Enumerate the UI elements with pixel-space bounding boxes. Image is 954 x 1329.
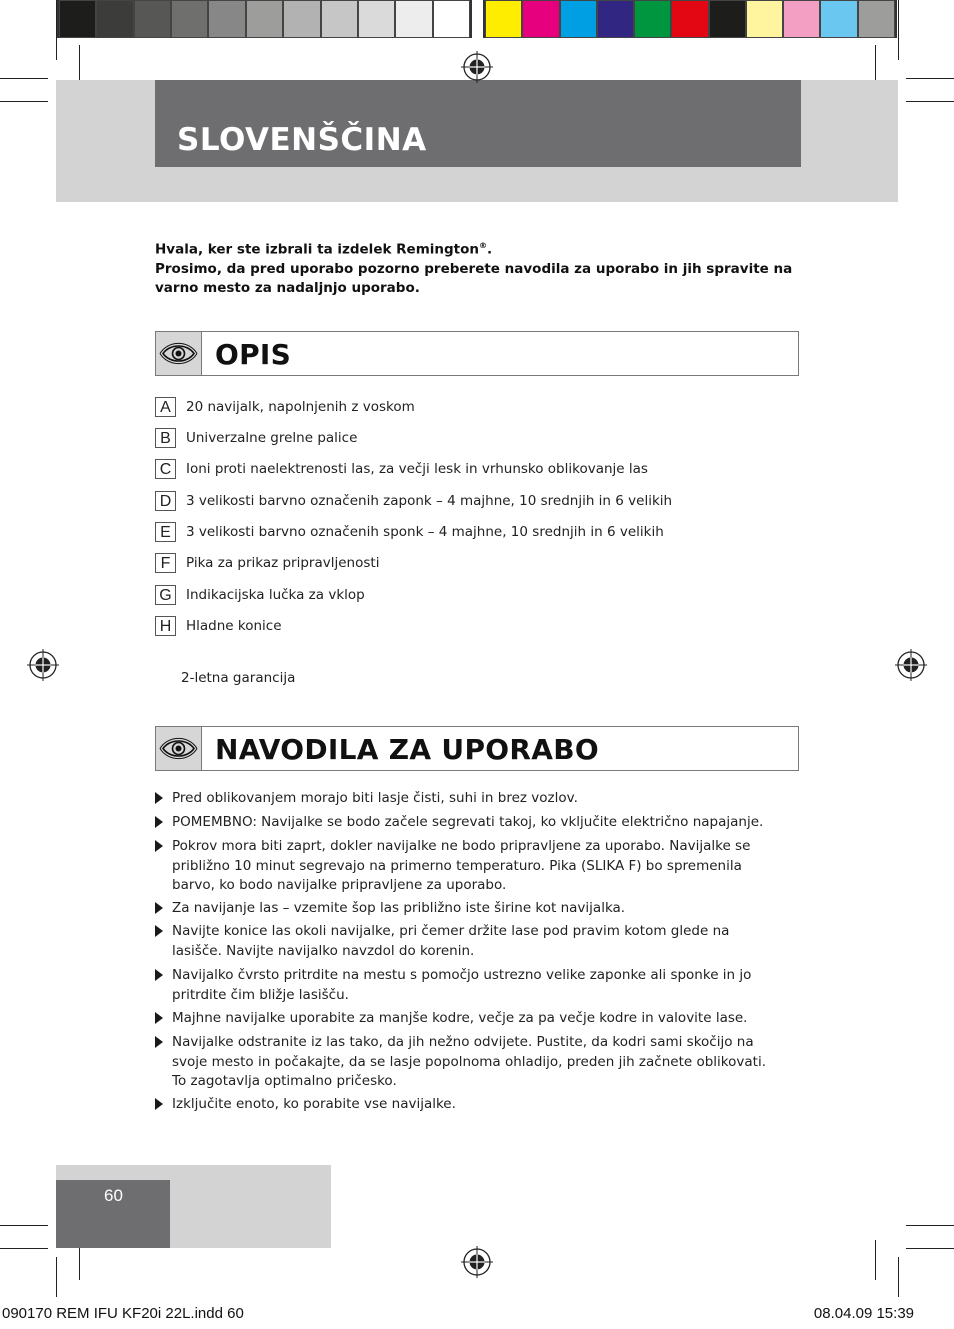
color-swatch (134, 0, 171, 38)
color-swatch (208, 0, 245, 38)
bullet-arrow-icon (155, 969, 163, 981)
warranty-text: 2-letna garancija (181, 670, 296, 686)
step-text: Izključite enoto, ko porabite vse navijalke. (172, 1096, 456, 1112)
color-swatch (59, 0, 96, 38)
step-text: Navijalko čvrsto pritrdite na mestu s pomočjo ustrezno velike zaponke ali sponke in jo pritrdite čim bližje lasišču. (172, 967, 752, 1003)
bullet-arrow-icon (155, 925, 163, 937)
color-swatch (820, 0, 857, 38)
item-text: Ioni proti naelektrenosti las, za večji lesk in vrhunsko oblikovanje las (186, 461, 648, 477)
color-swatch (96, 0, 133, 38)
item-letter: G (155, 585, 176, 605)
bullet-arrow-icon (155, 1012, 163, 1024)
color-swatch (671, 0, 708, 38)
step-text: Za navijanje las – vzemite šop las približno iste širine kot navijalka. (172, 900, 626, 916)
eye-icon (156, 332, 201, 375)
color-swatch (858, 0, 895, 38)
item-text: Pika za prikaz pripravljenosti (186, 555, 380, 571)
section-icon-cell (156, 727, 202, 770)
item-letter: E (155, 522, 176, 542)
slug-timestamp: 08.04.09 15:39 (813, 1305, 914, 1322)
intro-text (155, 236, 795, 298)
registration-mark-icon (460, 50, 494, 84)
eye-icon (156, 727, 201, 770)
color-swatch (597, 0, 634, 38)
color-swatch (433, 0, 470, 38)
bullet-arrow-icon (155, 1036, 163, 1048)
step-text: Majhne navijalke uporabite za manjše kodre, večje za pa večje kodre in valovite lase. (172, 1010, 748, 1026)
item-text: Indikacijska lučka za vklop (186, 587, 365, 603)
step-text: POMEMBNO: Navijalke se bodo začele segrevati takoj, ko vključite električno napajanje. (172, 814, 764, 830)
color-swatch (321, 0, 358, 38)
item-text: 20 navijalk, napolnjenih z voskom (186, 399, 415, 415)
registration-mark-icon (460, 1245, 494, 1279)
color-swatch (395, 0, 432, 38)
section-header-instructions (155, 726, 799, 771)
item-letter: A (155, 397, 176, 417)
page-title: SLOVENŠČINA (177, 122, 427, 158)
color-swatch (283, 0, 320, 38)
color-swatch (783, 0, 820, 38)
color-swatch (485, 0, 522, 38)
color-swatch (709, 0, 746, 38)
color-swatch (171, 0, 208, 38)
color-swatch (358, 0, 395, 38)
intro-instructions: Prosimo, da pred uporabo pozorno preberete navodila za uporabo in jih spravite na varno mesto za nadaljnjo uporabo. (155, 260, 793, 296)
color-swatch (522, 0, 559, 38)
page-number: 60 (104, 1186, 123, 1205)
color-swatch (634, 0, 671, 38)
bullet-arrow-icon (155, 902, 163, 914)
item-text: Univerzalne grelne palice (186, 430, 358, 446)
item-letter: C (155, 459, 176, 479)
item-text: Hladne konice (186, 618, 282, 634)
step-text: Pokrov mora biti zaprt, dokler navijalke ne bodo pripravljene za uporabo. Navijalke se približno 10 minut segrevajo na primerno temperaturo. Pika (SLIKA F) bo spremenila barvo, ko bodo navijalke pripravljene za uporabo. (172, 838, 751, 893)
color-swatch (246, 0, 283, 38)
item-letter: B (155, 428, 176, 448)
registration-mark-icon (894, 648, 928, 682)
item-text: 3 velikosti barvno označenih zaponk – 4 majhne, 10 srednjih in 6 velikih (186, 493, 673, 509)
bullet-arrow-icon (155, 1098, 163, 1110)
step-text: Navijalke odstranite iz las tako, da jih nežno odvijete. Pustite, da kodri sami skočijo na svoje mesto in počakajte, da se lasje popolnoma ohladijo, preden jih začnete oblikovati. To zagotavlja optimalno pričesko. (172, 1034, 766, 1089)
section-title-instructions: NAVODILA ZA UPORABO (215, 733, 599, 766)
section-header-description (155, 331, 799, 376)
registration-mark-icon (26, 648, 60, 682)
section-icon-cell (156, 332, 202, 375)
item-letter: D (155, 491, 176, 511)
item-letter: H (155, 616, 176, 636)
color-swatch (746, 0, 783, 38)
intro-thanks: Hvala, ker ste izbrali ta izdelek Remington®. (155, 241, 493, 258)
section-title-description: OPIS (215, 338, 292, 371)
bullet-arrow-icon (155, 840, 163, 852)
bullet-arrow-icon (155, 792, 163, 804)
item-text: 3 velikosti barvno označenih sponk – 4 majhne, 10 srednjih in 6 velikih (186, 524, 664, 540)
step-text: Pred oblikovanjem morajo biti lasje čisti, suhi in brez vozlov. (172, 790, 578, 806)
slug-filename: 090170 REM IFU KF20i 22L.indd 60 (2, 1305, 244, 1322)
item-letter: F (155, 553, 176, 573)
step-text: Navijte konice las okoli navijalke, pri čemer držite lase pod pravim kotom glede na lasišče. Navijte navijalko navzdol do korenin. (172, 923, 730, 959)
color-swatch (560, 0, 597, 38)
bullet-arrow-icon (155, 816, 163, 828)
